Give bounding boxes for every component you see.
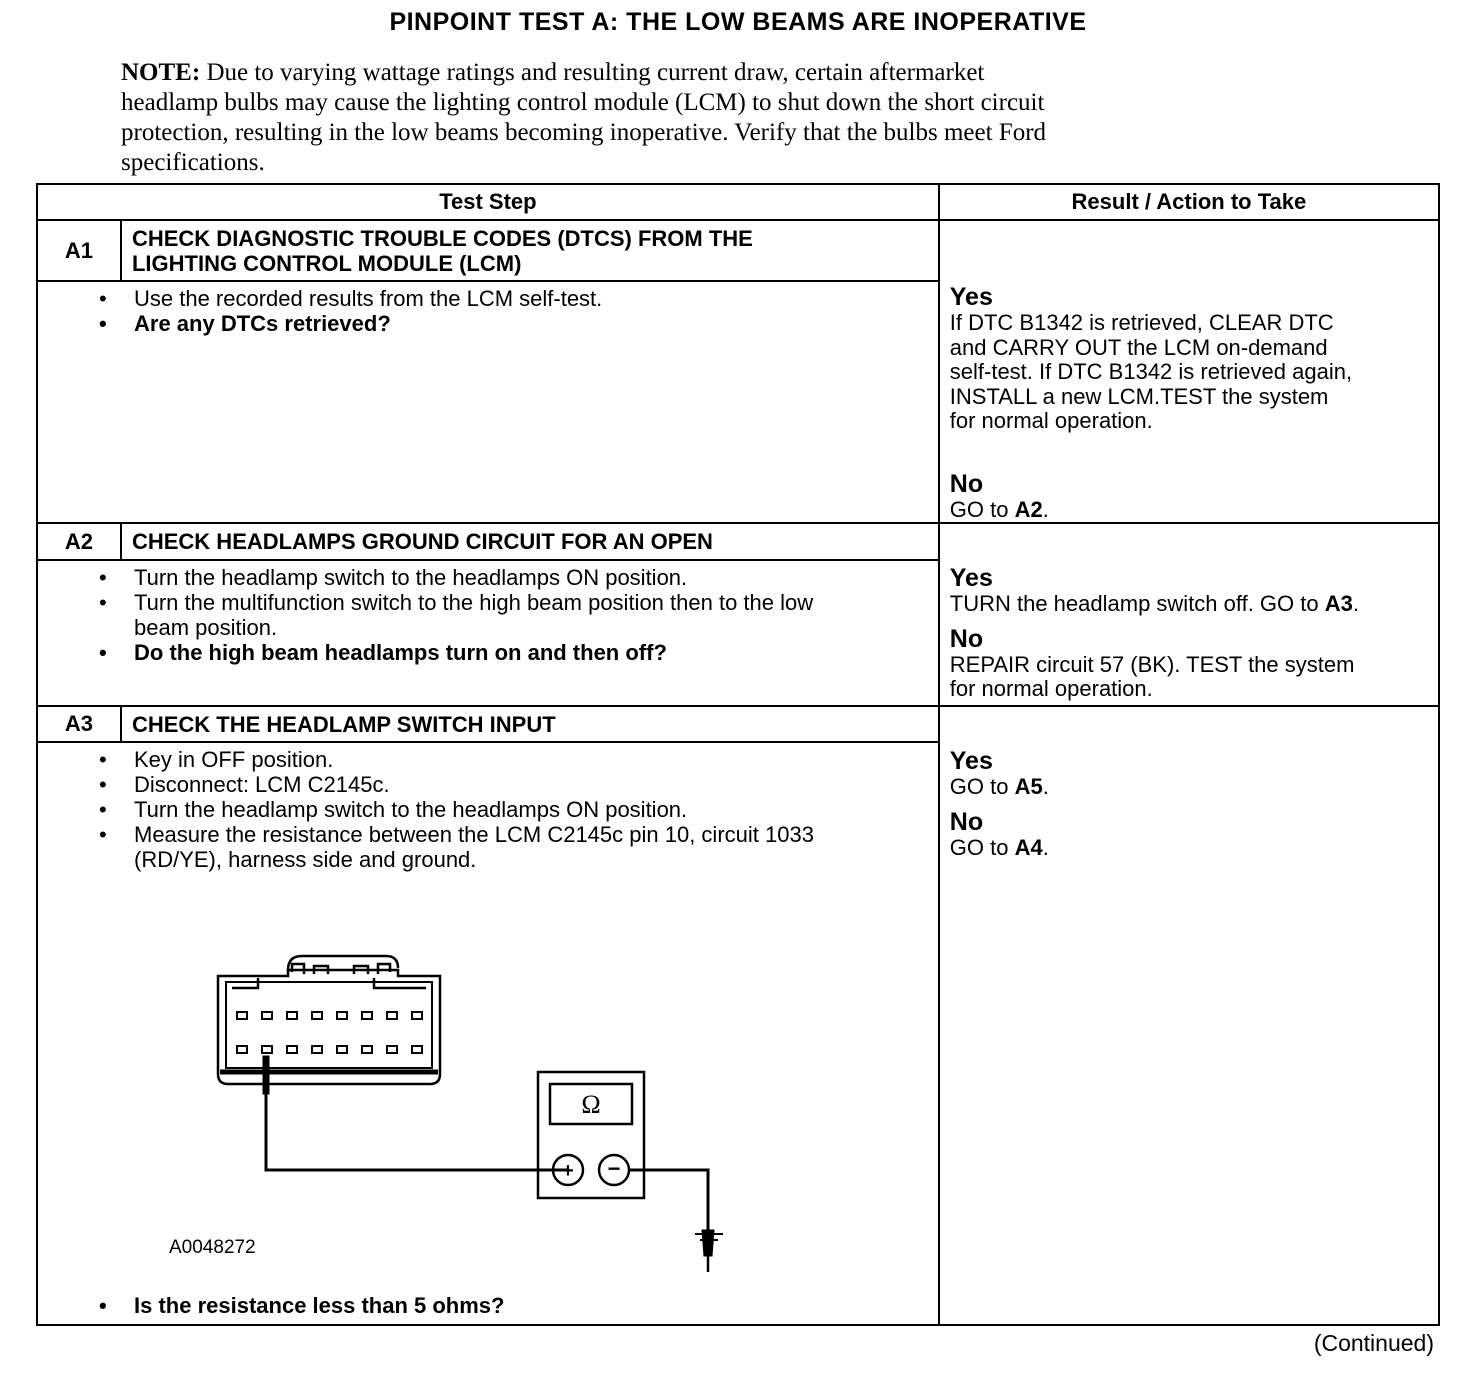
step-id: A1	[37, 220, 121, 281]
list-item: • Turn the headlamp switch to the headlamps ON position.	[134, 797, 894, 822]
step-bullet-list	[38, 1293, 504, 1318]
result-yes-label: Yes	[949, 747, 993, 775]
step-a2-result	[939, 523, 1439, 706]
ohmmeter	[538, 1072, 708, 1232]
step-id: A3	[37, 706, 121, 742]
list-item: • Use the recorded results from the LCM self-test.	[134, 286, 938, 311]
result-yes-suffix: .	[1352, 591, 1359, 616]
result-yes-prefix: GO to	[949, 774, 1015, 799]
result-line: and CARRY OUT the LCM on-demand	[949, 334, 1328, 360]
step-body	[37, 742, 939, 1325]
lcm-connector-illustration	[218, 956, 440, 1084]
result-no-label: No	[949, 624, 984, 653]
result-no-text	[950, 836, 1428, 861]
connector-pin-row	[237, 1046, 422, 1053]
result-yes-text	[950, 311, 1428, 434]
step-bullet-list	[38, 286, 938, 336]
result-no-suffix: .	[1042, 496, 1049, 522]
header-result-action: Result / Action to Take	[939, 184, 1439, 220]
figure-id: A0048272	[169, 1237, 256, 1258]
step-a1-title-row	[37, 220, 1439, 281]
header-test-step: Test Step	[37, 184, 939, 220]
ohm-symbol: Ω	[581, 1090, 601, 1119]
step-bullet-list	[38, 747, 894, 872]
ground-symbol	[694, 1233, 724, 1247]
note-label: NOTE:	[121, 59, 201, 86]
step-ref: A5	[1014, 774, 1043, 799]
step-a1-result	[939, 220, 1439, 523]
step-ref: A4	[1014, 834, 1043, 860]
table-header-row	[37, 184, 1439, 220]
minus-icon: −	[607, 1156, 621, 1181]
step-ref: A3	[1324, 591, 1353, 616]
result-line: self-test. If DTC B1342 is retrieved again,	[949, 359, 1353, 384]
step-title-line: LIGHTING CONTROL MODULE (LCM)	[131, 250, 522, 276]
step-title: CHECK THE HEADLAMP SWITCH INPUT	[121, 706, 939, 742]
note-paragraph	[121, 58, 1331, 178]
note-line-3: protection, resulting in the low beams becoming inoperative. Verify that the bulbs meet Ford	[121, 119, 1047, 146]
list-item: • Turn the multifunction switch to the high beam position then to the low beam position.	[134, 590, 854, 640]
connector-ohmmeter-diagram	[168, 942, 768, 1272]
step-a3-title-row	[37, 706, 1439, 742]
note-line-2: headlamp bulbs may cause the lighting control module (LCM) to shut down the short circuit	[121, 89, 1045, 116]
result-no-prefix: GO to	[949, 496, 1015, 522]
connector-pin-row	[237, 1012, 422, 1019]
list-item: • Disconnect: LCM C2145c.	[134, 772, 894, 797]
step-ref: A2	[1014, 496, 1043, 522]
step-title-line: CHECK DIAGNOSTIC TROUBLE CODES (DTCS) FROM THE	[131, 225, 753, 251]
continued-label: (Continued)	[1313, 1330, 1434, 1356]
step-bullet-list	[38, 565, 854, 665]
list-item-question: • Do the high beam headlamps turn on and then off?	[134, 640, 854, 665]
step-title: CHECK HEADLAMPS GROUND CIRCUIT FOR AN OPEN	[121, 523, 939, 560]
page-title: PINPOINT TEST A: THE LOW BEAMS ARE INOPERATIVE	[389, 8, 1087, 36]
result-no-label: No	[949, 469, 984, 498]
result-no-text	[950, 498, 1428, 523]
result-line: for normal operation.	[949, 408, 1153, 433]
result-yes-label: Yes	[949, 564, 993, 592]
result-line: INSTALL a new LCM.TEST the system	[949, 383, 1329, 409]
list-item: • Measure the resistance between the LCM C2145c pin 10, circuit 1033 (RD/YE), harness side and ground.	[134, 822, 894, 872]
step-a3-result	[939, 706, 1439, 1325]
list-item-question: • Is the resistance less than 5 ohms?	[134, 1293, 504, 1318]
result-no-label: No	[949, 807, 984, 836]
step-body	[37, 560, 939, 706]
list-item: • Key in OFF position.	[134, 747, 894, 772]
result-yes-text	[950, 775, 1428, 800]
result-yes-prefix: TURN the headlamp switch off. GO to	[949, 591, 1325, 616]
step-body	[37, 281, 939, 523]
note-line-4: specifications.	[121, 149, 265, 176]
list-item: • Turn the headlamp switch to the headlamps ON position.	[134, 565, 854, 590]
pinpoint-test-table	[36, 183, 1440, 1326]
result-line: for normal operation.	[949, 676, 1153, 701]
step-title	[121, 220, 939, 281]
result-line: REPAIR circuit 57 (BK). TEST the system	[949, 651, 1355, 677]
result-no-text	[950, 653, 1428, 702]
list-item-question: • Are any DTCs retrieved?	[134, 311, 938, 336]
result-yes-text	[950, 592, 1428, 617]
result-line: If DTC B1342 is retrieved, CLEAR DTC	[949, 310, 1334, 335]
result-yes-label: Yes	[949, 283, 993, 311]
result-no-prefix: GO to	[949, 834, 1015, 860]
result-yes-suffix: .	[1042, 774, 1049, 799]
step-a2-title-row	[37, 523, 1439, 560]
note-line-1: Due to varying wattage ratings and resulting current draw, certain aftermarket	[206, 59, 985, 86]
plus-icon: +	[562, 1160, 574, 1182]
step-id: A2	[37, 523, 121, 560]
result-no-suffix: .	[1042, 834, 1049, 860]
